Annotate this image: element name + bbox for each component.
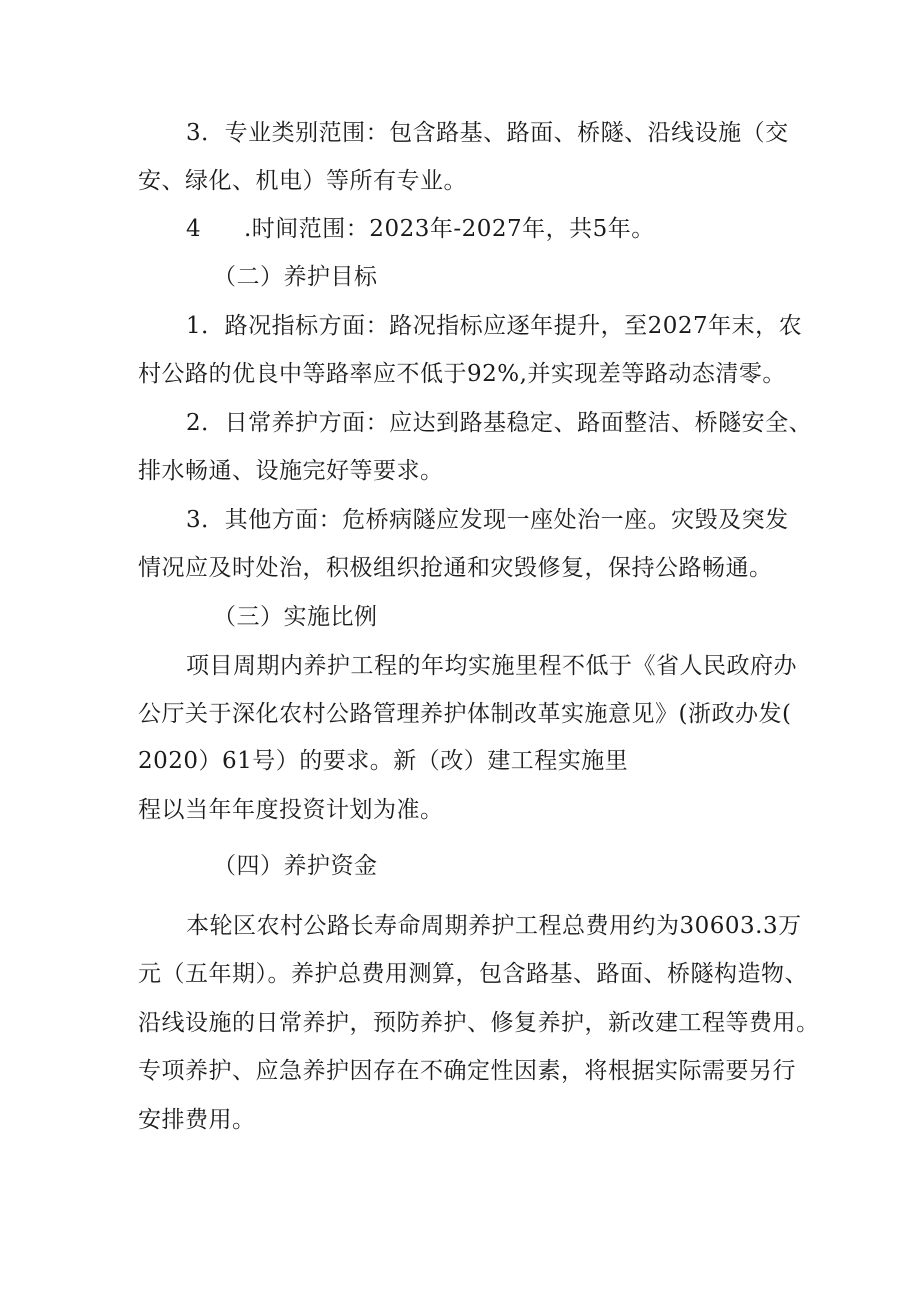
paragraph-line: 村公路的优良中等路率应不低于92%,并实现差等路动态清零。	[138, 361, 786, 387]
paragraph-line: 2．日常养护方面：应达到路基稳定、路面整洁、桥隧安全、	[186, 410, 813, 436]
paragraph-line: 安、绿化、机电）等所有专业。	[138, 168, 467, 194]
section-heading: （四）养护资金	[213, 853, 378, 879]
paragraph-line: 沿线设施的日常养护，预防养护、修复养护，新改建工程等费用。	[138, 1010, 820, 1036]
paragraph-line: 1．路况指标方面：路况指标应逐年提升，至2027年末，农	[186, 313, 803, 339]
paragraph-line: 本轮区农村公路长寿命周期养护工程总费用约为30603.3万	[186, 913, 802, 939]
paragraph-line: .时间范围：2023年-2027年，共5年。	[244, 216, 655, 242]
paragraph-line: 3．专业类别范围：包含路基、路面、桥隧、沿线设施（交	[186, 120, 789, 146]
paragraph-line: 元（五年期）。养护总费用测算，包含路基、路面、桥隧构造物、	[138, 961, 808, 987]
paragraph-line: 2020）61号）的要求。新（改）建工程实施里	[138, 748, 629, 774]
paragraph-line: 情况应及时处治，积极组织抢通和灾毁修复，保持公路畅通。	[138, 555, 773, 581]
section-heading: （二）养护目标	[213, 264, 378, 290]
section-heading: （三）实施比例	[213, 604, 378, 630]
paragraph-line: 排水畅通、设施完好等要求。	[138, 458, 444, 484]
paragraph-line: 公厅关于深化农村公路管理养护体制改革实施意见》(浙政办发(	[138, 701, 792, 727]
paragraph-line: 专项养护、应急养护因存在不确定性因素，将根据实际需要另行	[138, 1058, 796, 1084]
paragraph-line: 程以当年年度投资计划为准。	[138, 797, 444, 823]
paragraph-line: 安排费用。	[138, 1107, 256, 1133]
paragraph-line-number: 4	[186, 216, 202, 242]
paragraph-line: 项目周期内养护工程的年均实施里程不低于《省人民政府办	[186, 653, 797, 679]
paragraph-line: 3．其他方面：危桥病隧应发现一座处治一座。灾毁及突发	[186, 507, 789, 533]
